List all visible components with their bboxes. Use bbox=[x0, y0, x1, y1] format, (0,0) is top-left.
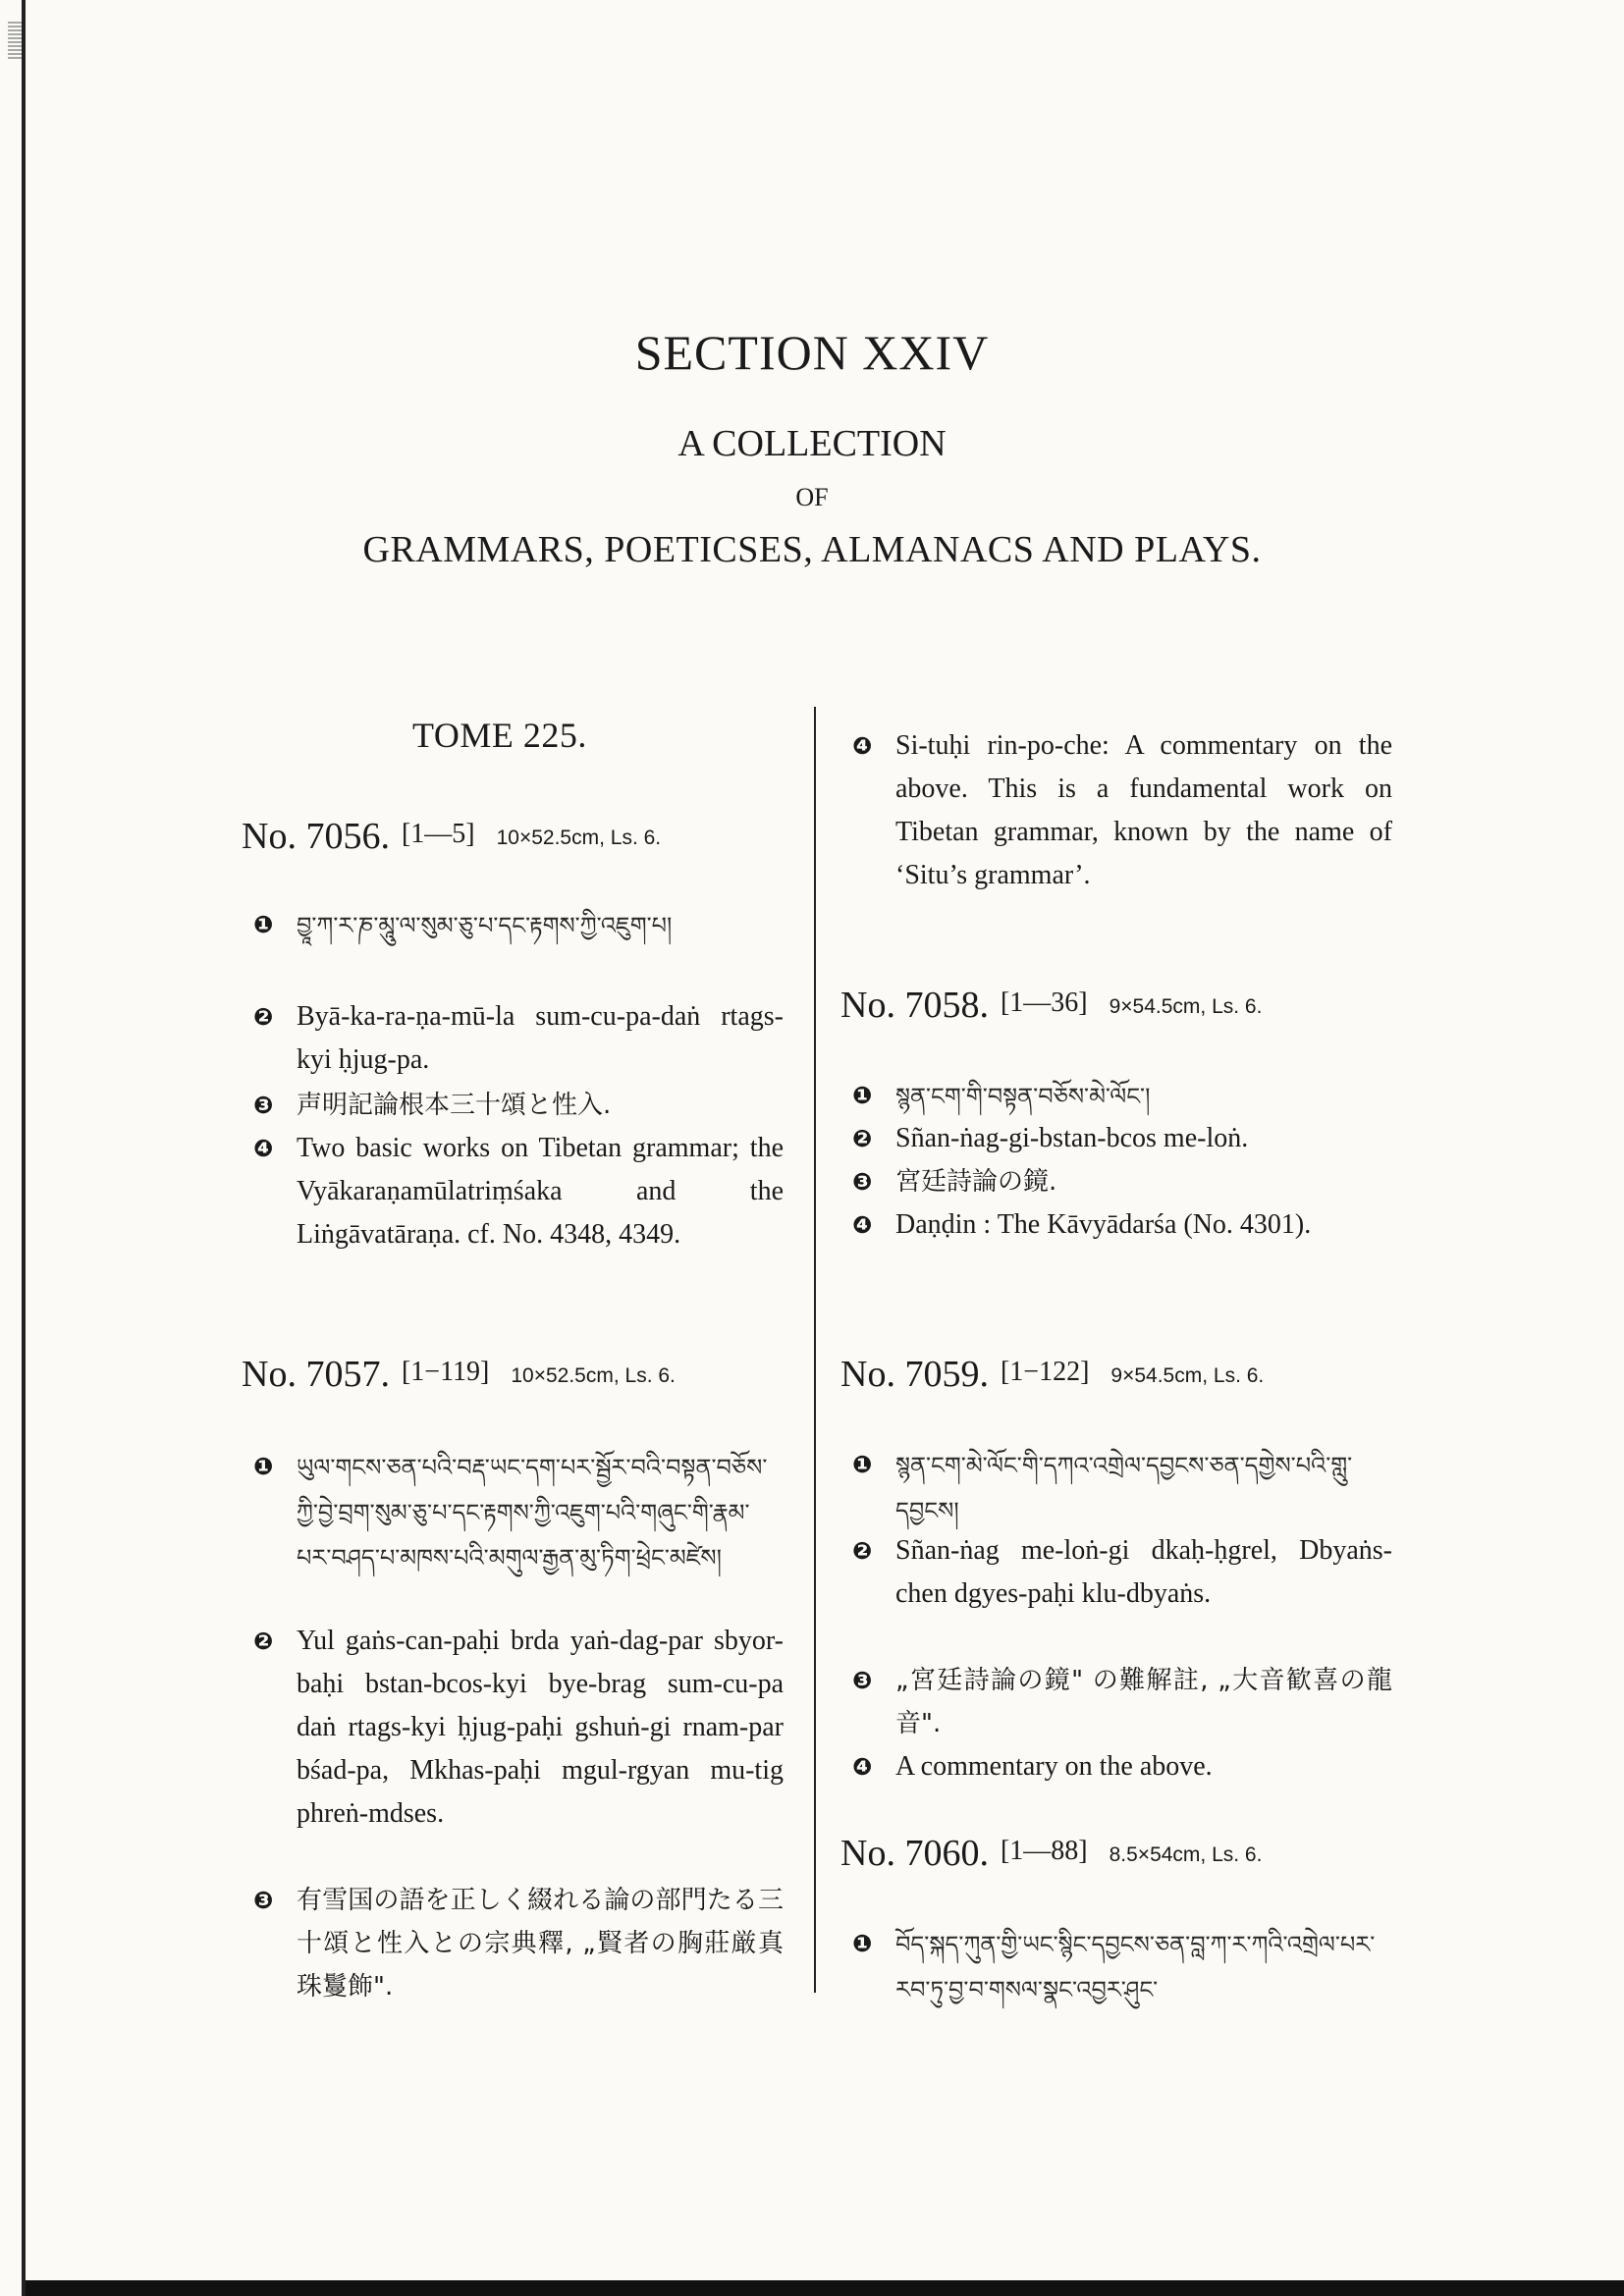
item-transliteration bbox=[253, 995, 784, 1082]
japanese-title: 声明記論根本三十頌と性入. bbox=[297, 1091, 612, 1120]
item-english-continued bbox=[852, 724, 1392, 897]
size-info: 8.5×54cm, Ls. 6. bbox=[1109, 1843, 1263, 1866]
column-divider bbox=[814, 707, 816, 1993]
entry-number: No. 7056. bbox=[242, 816, 390, 857]
bullet-1-icon: ❶ bbox=[253, 911, 274, 938]
tibetan-title: ཡུལ་གངས་ཅན་པའི་བརྡ་ཡང་དག་པར་སྦྱོར་བའི་བསྟན་བཅོས་ཀྱི་བྱེ་བྲག་སུམ་ཅུ་པ་དང་རྟགས་ཀྱི་འཇུག་པའི་གཞུང་གི་རྣམ་པར་བཤད་པ་མཁས་པའི་མགུལ་རྒྱན་མུ་ཏིག་ཕྲེང་མཛེས། bbox=[297, 1454, 768, 1572]
english-description: A commentary on the above. bbox=[895, 1751, 1213, 1782]
item-english bbox=[253, 1127, 784, 1256]
japanese-title: 有雪国の語を正しく綴れる論の部門たる三十頌と性入との宗典釋, „賢者の胸莊厳真珠鬘飾". bbox=[297, 1886, 784, 2002]
size-info: 10×52.5cm, Ls. 6. bbox=[511, 1364, 676, 1387]
item-transliteration bbox=[253, 1620, 784, 1836]
entry-heading-7057 bbox=[242, 1353, 676, 1396]
bullet-1-icon: ❶ bbox=[253, 1453, 274, 1480]
transliteration: Yul gaṅs-can-paḥi brda yaṅ-dag-par sbyor-baḥi bstan-bcos-kyi bye-brag sum-cu-pa daṅ rtags-kyi ḥjug-paḥi gshuṅ-gi rnam-par bśad-pa, Mkhas-paḥi mgul-rgyan mu-tig phreṅ-mdses. bbox=[297, 1626, 784, 1829]
entry-heading-7060 bbox=[840, 1832, 1262, 1875]
entry-heading-7059 bbox=[840, 1353, 1264, 1396]
item-japanese bbox=[852, 1659, 1392, 1745]
item-tibetan bbox=[852, 1922, 1392, 2012]
entry-heading-7058 bbox=[840, 984, 1262, 1027]
folio-range: [1−122] bbox=[1000, 1357, 1090, 1387]
item-tibetan bbox=[253, 1445, 784, 1580]
entry-number: No. 7058. bbox=[840, 985, 989, 1026]
item-english bbox=[852, 1203, 1392, 1247]
bullet-1-icon: ❶ bbox=[852, 1082, 873, 1109]
of-heading: OF bbox=[795, 483, 829, 511]
tibetan-title: བྱཱ་ཀ་ར་ཎ་མཱུ་ལ་སུམ་ཅུ་པ་དང་རྟགས་ཀྱི་འཇུག་པ། bbox=[297, 912, 673, 939]
bullet-4-icon: ❹ bbox=[852, 1753, 873, 1781]
entry-heading-7056 bbox=[242, 815, 661, 858]
folio-range: [1—5] bbox=[401, 819, 475, 849]
tome-heading: TOME 225. bbox=[412, 716, 587, 755]
bullet-1-icon: ❶ bbox=[852, 1930, 873, 1957]
bullet-2-icon: ❷ bbox=[852, 1537, 873, 1565]
item-japanese bbox=[253, 1879, 784, 2008]
english-description: Si-tuḥi rin-po-che: A commentary on the above. This is a fundamental work on Tibetan grammar, known by the name of ‘Situ’s grammar’. bbox=[895, 730, 1392, 890]
item-tibetan bbox=[253, 903, 784, 948]
scan-artifact bbox=[8, 20, 22, 59]
item-english bbox=[852, 1745, 1392, 1789]
section-header bbox=[0, 324, 1624, 571]
item-japanese bbox=[852, 1160, 1392, 1203]
bullet-3-icon: ❸ bbox=[253, 1092, 274, 1119]
entry-number: No. 7057. bbox=[242, 1354, 390, 1395]
size-info: 9×54.5cm, Ls. 6. bbox=[1110, 1364, 1265, 1387]
english-description: Two basic works on Tibetan grammar; the Vyākaraṇamūlatriṃśaka and the Liṅgāvatāraṇa. cf. No. 4348, 4349. bbox=[297, 1133, 784, 1250]
bullet-3-icon: ❸ bbox=[852, 1168, 873, 1196]
transliteration: Sñan-ṅag me-loṅ-gi dkaḥ-ḥgrel, Dbyaṅs-chen dgyes-paḥi klu-dbyaṅs. bbox=[895, 1535, 1392, 1609]
folio-range: [1—36] bbox=[1000, 988, 1088, 1018]
collection-heading: A COLLECTION bbox=[677, 423, 947, 464]
item-tibetan bbox=[852, 1074, 1392, 1119]
entry-number: No. 7059. bbox=[840, 1354, 989, 1395]
bullet-3-icon: ❸ bbox=[253, 1887, 274, 1914]
item-tibetan bbox=[852, 1443, 1392, 1533]
item-transliteration bbox=[852, 1529, 1392, 1616]
japanese-title: „宮廷詩論の鏡" の難解註, „大音歓喜の龍音". bbox=[895, 1666, 1392, 1738]
tibetan-title: སྙན་ངག་གི་བསྟན་བཅོས་མེ་ལོང་། bbox=[895, 1083, 1151, 1110]
folio-range: [1−119] bbox=[401, 1357, 490, 1387]
english-description: Daṇḍin : The Kāvyādarśa (No. 4301). bbox=[895, 1209, 1312, 1240]
section-title: SECTION XXIV bbox=[634, 325, 990, 380]
bottom-rule bbox=[26, 2280, 1624, 2296]
item-japanese bbox=[253, 1084, 784, 1127]
section-subtitle: GRAMMARS, POETICSES, ALMANACS AND PLAYS. bbox=[362, 529, 1262, 570]
bullet-1-icon: ❶ bbox=[852, 1451, 873, 1478]
folio-range: [1—88] bbox=[1000, 1836, 1088, 1866]
japanese-title: 宮廷詩論の鏡. bbox=[895, 1167, 1057, 1197]
size-info: 10×52.5cm, Ls. 6. bbox=[496, 827, 662, 849]
item-transliteration bbox=[852, 1117, 1392, 1160]
bullet-2-icon: ❷ bbox=[253, 1628, 274, 1655]
bullet-2-icon: ❷ bbox=[253, 1003, 274, 1031]
tibetan-title: སྙན་ངག་མེ་ལོང་གི་དཀའ་འགྲེལ་དབྱངས་ཅན་དགྱེས་པའི་གླུ་དབྱངས། bbox=[895, 1452, 1353, 1524]
tibetan-title: བོད་སྐད་ཀུན་གྱི་ཡང་སྙིང་དབྱངས་ཅན་བླ་ཀ་ར་ཀའི་འགྲེལ་པར་རབ་ཏུ་བྱ་བ་གསལ་སྣང་འབྱར་ཤུང་ bbox=[895, 1931, 1376, 2003]
size-info: 9×54.5cm, Ls. 6. bbox=[1109, 995, 1263, 1018]
bullet-4-icon: ❹ bbox=[852, 732, 873, 760]
bullet-4-icon: ❹ bbox=[253, 1135, 274, 1162]
entry-number: No. 7060. bbox=[840, 1833, 989, 1874]
bullet-2-icon: ❷ bbox=[852, 1125, 873, 1152]
bullet-3-icon: ❸ bbox=[852, 1667, 873, 1694]
bullet-4-icon: ❹ bbox=[852, 1211, 873, 1239]
transliteration: Byā-ka-ra-ṇa-mū-la sum-cu-pa-daṅ rtags-kyi ḥjug-pa. bbox=[297, 1001, 784, 1075]
transliteration: Sñan-ṅag-gi-bstan-bcos me-loṅ. bbox=[895, 1123, 1249, 1153]
